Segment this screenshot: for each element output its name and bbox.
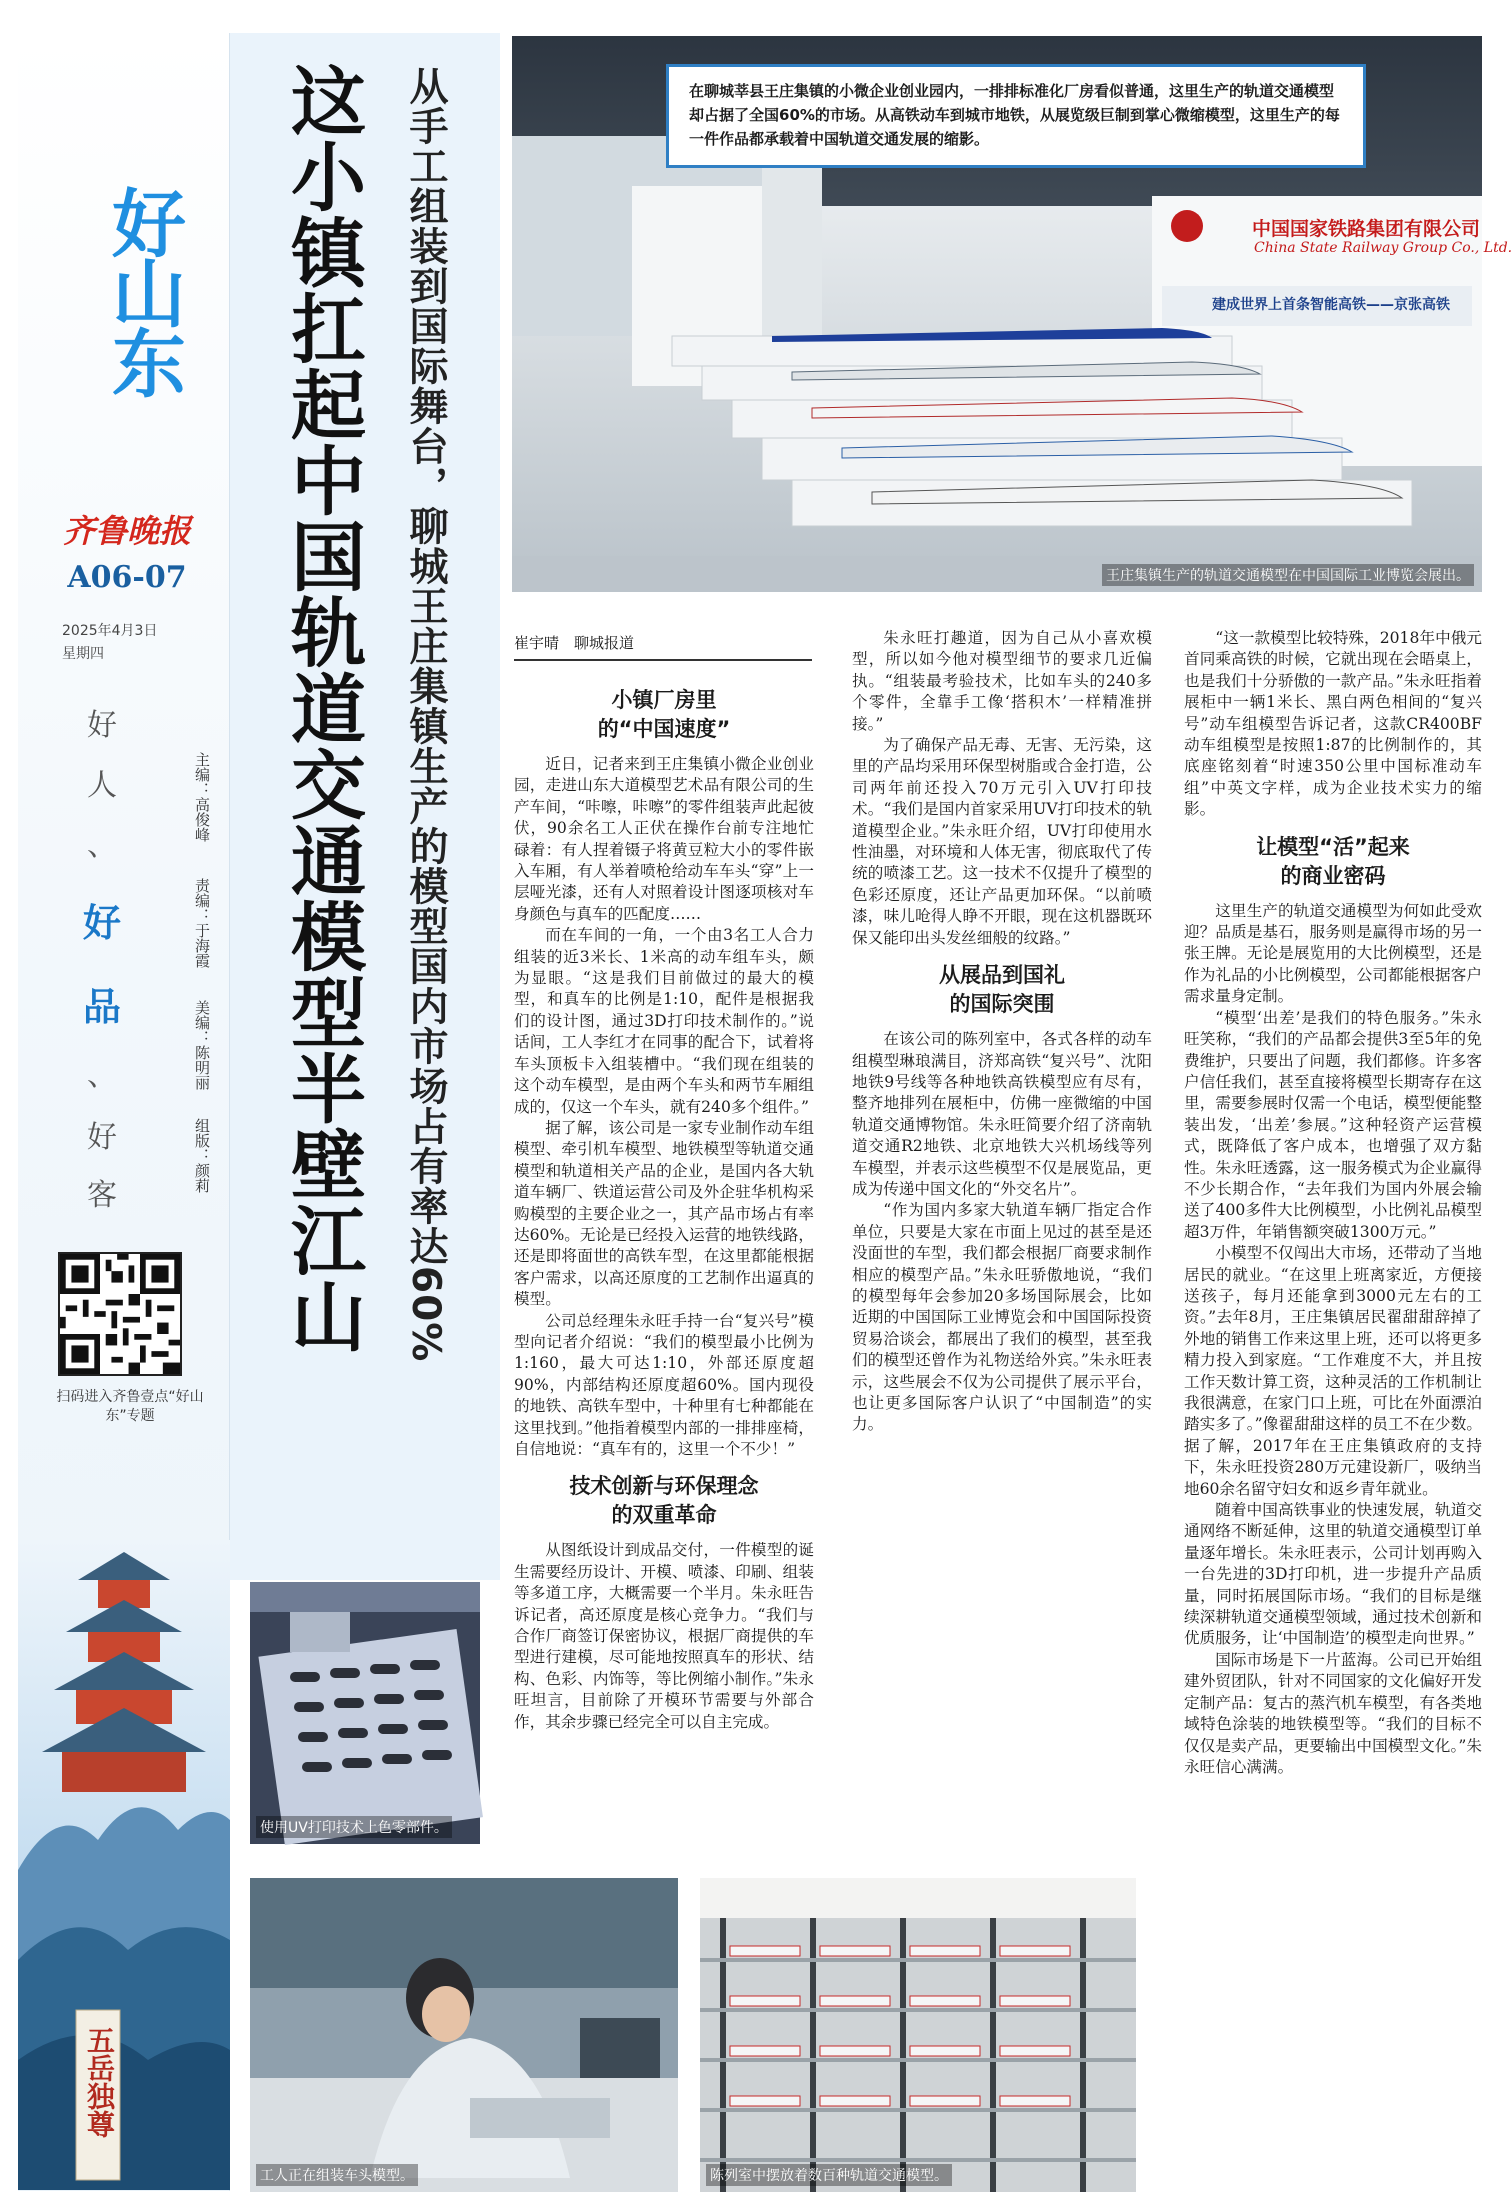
page-number: A06-07	[67, 560, 187, 595]
slogan-char: 好	[87, 1120, 117, 1155]
qr-caption: 扫码进入齐鲁壹点“好山东”专题	[56, 1389, 204, 1424]
slogan-char: 客	[87, 1178, 117, 1213]
subhead-china-speed: 小镇厂房里 的“中国速度”	[597, 688, 731, 741]
paragraph: 朱永旺打趣道，因为自己从小喜欢模型，所以如今他对模型细节的要求几近偏执。“组装最考验技术，比如车头的240多个零件，全靠手工像‘搭积木’一样精准拼接。”	[852, 629, 1152, 733]
slogan-char: 、	[87, 828, 117, 863]
seal-text: 五岳独尊	[83, 2026, 116, 2138]
paragraph: “这一款模型比较特殊，2018年中俄元首同乘高铁的时候，它就出现在会晤桌上，也是我们十分骄傲的一款产品。”朱永旺指着展柜中一辆1米长、黑白两色相间的“复兴号”动车组模型告诉记者，这款CR400BF动车组模型是按照1:87的比例制作的，其底座铭刻着“时速350公里中国标准动车组”中英文字样，成为企业技术实力的缩影。	[1184, 629, 1482, 819]
credit-layout: 组版：颜莉	[193, 1118, 211, 1193]
credit-duty-editor: 责编：于海霞	[193, 878, 211, 968]
paragraph: 为了确保产品无毒、无害、无污染，这里的产品均采用环保型树脂或合金打造，公司两年前还投入70万元引入UV打印技术。“我们是国内首家采用UV打印技术的轨道模型企业。”朱永旺介绍，UV打印使用水性油墨，对环境和人体无害，彻底取代了传统的喷漆工艺。这一技术不仅提升了模型的色彩还原度，还让产品更加环保。“以前喷漆，味儿呛得人睁不开眼，现在这机器既环保又能印出头发丝细般的纹路。”	[852, 736, 1152, 947]
worker-photo	[250, 1878, 678, 2192]
headline-title: 这小镇扛起中国轨道交通模型半壁江山	[279, 62, 367, 1354]
slogan-char: 人	[87, 768, 117, 803]
showroom-photo	[700, 1878, 1136, 2192]
subhead-business-secret: 让模型“活”起来 的商业密码	[1256, 834, 1410, 888]
subhead-tech-innovation: 技术创新与环保理念 的双重革命	[569, 1474, 759, 1528]
paragraph: “作为国内多家大轨道车辆厂指定合作单位，只要是大家在市面上见过的甚至是还没面世的车型，我们都会根据厂商要求制作相应的模型产品。”朱永旺骄傲地说，“我们的模型每年会参加20多场国际展会，比如近期的中国国际工业博览会和中国国际投资贸易洽谈会，都展出了我们的模型，甚至我们的模型还曾作为礼物送给外宾。”朱永旺表示，这些展会不仅为公司提供了展示平台，也让更多国际客户认识了“中国制造”的实力。	[852, 1201, 1152, 1434]
pagoda-illustration	[18, 1540, 230, 2190]
paragraph: 小模型不仅闯出大市场，还带动了当地居民的就业。“在这里上班离家近，方便接送孩子，每月还能拿到3000元左右的工资。”去年8月，王庄集镇居民翟甜甜辞掉了外地的销售工作来这里上班，还可以将更多精力投入到家庭。“工作难度不大，并且按工作天数计算工资，这种灵活的工作机制让我很满意，在家门口上班，可比在外面漂泊踏实多了。”像翟甜甜这样的员工不在少数。据了解，2017年在王庄集镇政府的支持下，朱永旺投资280万元建设新厂，吸纳当地60余名留守妇女和返乡青年就业。	[1184, 1244, 1482, 1498]
article-column-2	[852, 628, 1152, 1824]
paragraph: 公司总经理朱永旺手持一台“复兴号”模型向记者介绍说：“我们的模型最小比例为1:160，最大可达1:10，外部还原度超90%，内部结构还原度超60%。国内现役的地铁、高铁车型中，十种里有七种都能在这里找到。”他指着模型内部的一排排座椅，自信地说：“真车有的，这里一个不少！”	[514, 1311, 814, 1458]
headline-subtitle: 从手工组装到国际舞台，聊城王庄集镇生产的模型国内市场占有率达60%	[403, 66, 448, 1363]
paragraph: 国际市场是下一片蓝海。公司已开始组建外贸团队，针对不同国家的文化偏好开发定制产品：复古的蒸汽机车模型，有各类地域特色涂装的地铁模型等。“我们的目标不仅仅是卖产品，更要输出中国模型文化。”朱永旺信心满满。	[1184, 1650, 1482, 1776]
credit-editor: 主编：高俊峰	[193, 752, 211, 842]
article-column-1	[514, 674, 814, 1834]
showroom-photo-caption: 陈列室中摆放着数百种轨道交通模型。	[706, 2164, 952, 2186]
paragraph: 随着中国高铁事业的快速发展，轨道交通网络不断延伸，这里的轨道交通模型订单量逐年增长。朱永旺表示，公司计划再购入一台先进的3D打印机，进一步提升产品质量，同时拓展国际市场。“我们的目标是继续深耕轨道交通模型领域，通过技术创新和优质服务，让‘中国制造’的模型走向世界。”	[1184, 1501, 1482, 1648]
uv-print-image	[250, 1582, 480, 1844]
worker-image	[250, 1878, 678, 2192]
section-logo: 好山东	[100, 185, 186, 395]
paragraph: 这里生产的轨道交通模型为何如此受欢迎？品质是基石，服务则是赢得市场的另一张王牌。无论是展览用的大比例模型，还是作为礼品的小比例模型，公司都能根据客户需求量身定制。	[1184, 901, 1482, 1006]
paragraph: 近日，记者来到王庄集镇小微企业创业园，走进山东大道模型艺术品有限公司的生产车间，“咔嚓，咔嚓”的零件组装声此起彼伏，90余名工人正伏在操作台前专注地忙碌着：有人捏着镊子将黄豆粒大小的零件嵌入车厢，有人举着喷枪给动车车头“穿”上一层哑光漆，还有人对照着设计图逐项核对车身颜色与真车的匹配度……	[514, 755, 814, 923]
slogan-char: 好	[87, 708, 117, 743]
booth-slogan: 建成世界上首条智能高铁——京张高铁	[1212, 297, 1450, 313]
byline: 崔宇晴 聊城报道	[514, 632, 812, 661]
subhead-international: 从展品到国礼 的国际突围	[939, 963, 1065, 1017]
paragraph: 据了解，该公司是一家专业制作动车组模型、牵引机车模型、地铁模型等轨道交通模型和轨道相关产品的企业，是国内各大轨道车辆厂、铁道运营公司及外企驻华机构采购模型的主要企业之一，其产品市场占有率达60%。无论是已经投入运营的地铁线路，还是即将面世的高铁车型，在这里都能根据客户需求，以高还原度的工艺制作出逼真的模型。	[514, 1118, 814, 1309]
issue-weekday: 星期四	[62, 646, 104, 662]
paragraph: 在该公司的陈列室中，各式各样的动车组模型琳琅满目，济郑高铁“复兴号”、沈阳地铁9号线等各种地铁高铁模型应有尽有，整齐地排列在展柜中，仿佛一座微缩的中国轨道交通博物馆。朱永旺简要介绍了济南轨道交通R2地铁、北京地铁大兴机场线等列车模型，并表示这些模型不仅是展览品，更成为传递中国文化的“外交名片”。	[852, 1030, 1152, 1198]
main-photo-caption: 王庄集镇生产的轨道交通模型在中国国际工业博览会展出。	[1102, 564, 1474, 586]
article-column-3	[1184, 628, 1482, 2192]
booth-company-name-en: China State Railway Group Co., Ltd.	[1254, 240, 1512, 256]
slogan-char: 品	[82, 984, 121, 1029]
qr-pattern	[60, 1254, 180, 1374]
credit-art-editor: 美编：陈明丽	[193, 1000, 211, 1090]
slogan-char: 好	[82, 900, 121, 945]
uv-photo-caption: 使用UV打印技术上色零部件。	[256, 1816, 452, 1838]
worker-photo-caption: 工人正在组装车头模型。	[256, 2164, 418, 2186]
uv-print-photo	[250, 1582, 480, 1844]
paragraph: “模型‘出差’是我们的特色服务。”朱永旺笑称，“我们的产品都会提供3至5年的免费维护，只要出了问题，我们都修。许多客户信任我们，甚至直接将模型长期寄存在这里，需要参展时仅需一个电话，模型便能整装出发，‘出差’参展。”这种轻资产运营模式，既降低了客户成本，也增强了双方黏性。朱永旺透露，这一服务模式为企业赢得不少长期合作，“去年我们为国内外展会输送了400多件大比例模型，小比例礼品模型超3万件，年销售额突破1300万元。”	[1184, 1008, 1482, 1241]
issue-date: 2025年4月3日	[62, 623, 158, 639]
slogan-char: 、	[87, 1058, 117, 1093]
booth-company-name: 中国国家铁路集团有限公司	[1252, 218, 1481, 240]
intro-box: 在聊城莘县王庄集镇的小微企业创业园内，一排排标准化厂房看似普通，这里生产的轨道交通模型却占据了全国60%的市场。从高铁动车到城市地铁，从展览级巨制到掌心微缩模型，这里生产的每一件作品都承载着中国轨道交通发展的缩影。	[666, 64, 1366, 168]
showroom-image	[700, 1878, 1136, 2192]
qr-code[interactable]	[58, 1252, 182, 1376]
paragraph: 从图纸设计到成品交付，一件模型的诞生需要经历设计、开模、喷漆、印刷、组装等多道工序，大概需要一个半月。朱永旺告诉记者，高还原度是核心竞争力。“我们与合作厂商签订保密协议，根据厂商提供的车型进行建模，尽可能地按照真车的形状、结构、色彩、内饰等，等比例缩小制作。”朱永旺坦言，目前除了开模环节需要与外部合作，其余步骤已经完全可以自主完成。	[514, 1541, 814, 1731]
paper-name: 齐鲁晚报	[62, 512, 191, 550]
paragraph: 而在车间的一角，一个由3名工人合力组装的近3米长、1米高的动车组车头，颇为显眼。“这是我们目前做过的最大的模型，和真车的比例是1:10，配件是根据我们的设计图，通过3D打印技术制作的。”说话间，工人李红才在同事的配合下，试着将车头顶板卡入组装槽中。“我们现在组装的这个动车模型，是由两个车头和两节车厢组成的，仅这一个车头，就有240多个组件。”	[514, 926, 814, 1116]
